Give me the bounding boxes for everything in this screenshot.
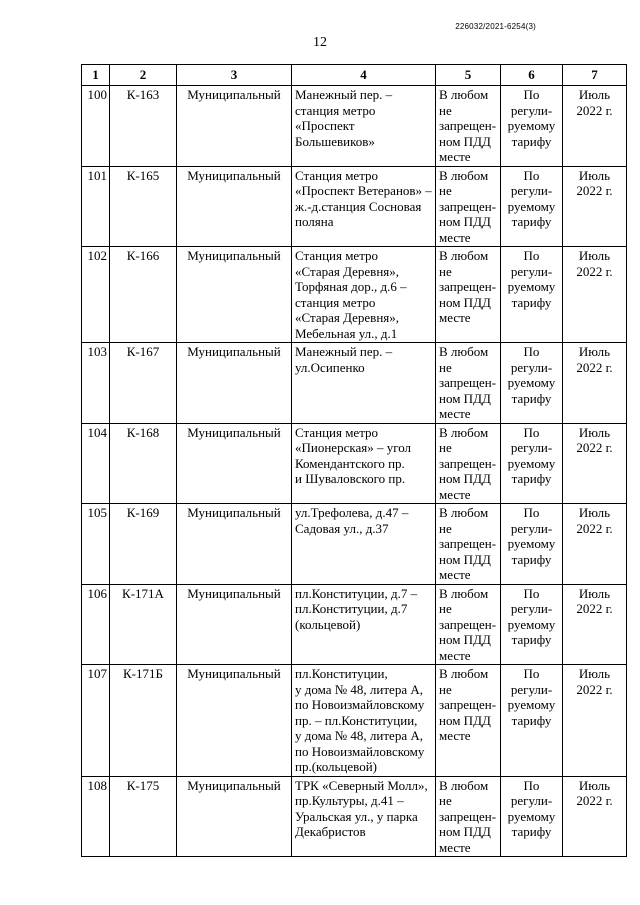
route-path-cell [292, 343, 436, 424]
start-date-line: Июль [578, 87, 611, 102]
route-path-line: Комендантского пр. [295, 455, 405, 471]
start-date-line: 2022 г. [576, 359, 613, 375]
start-date-line: Июль [578, 248, 611, 263]
start-date-line: 2022 г. [576, 520, 613, 536]
tariff-cell [501, 343, 563, 424]
tariff-line: регули- [510, 601, 553, 616]
route-type-cell: Муниципальный [177, 86, 292, 167]
stop-rule-line: В любом [439, 248, 489, 263]
column-header-4: 4 [292, 65, 436, 86]
stop-rule-line: не [439, 520, 452, 536]
route-type-cell: Муниципальный [177, 247, 292, 343]
stop-rule-cell [436, 166, 501, 247]
stop-rule-line: В любом [439, 666, 489, 681]
stop-rule-line: месте [439, 406, 471, 421]
start-date-cell [563, 504, 627, 585]
table-row [82, 776, 627, 857]
route-code-cell: К-166 [110, 247, 177, 343]
route-path-line: у дома № 48, литера А, [295, 728, 423, 743]
tariff-line: руемому [507, 118, 556, 133]
stop-rule-line: месте [439, 310, 471, 325]
tariff-line: тарифу [511, 824, 552, 839]
stop-rule-line: месте [439, 839, 471, 855]
stop-rule-line: месте [439, 486, 471, 502]
header-row [82, 65, 627, 86]
route-type-cell: Муниципальный [177, 343, 292, 424]
stop-rule-line: В любом [439, 167, 489, 183]
stop-rule-line: не [439, 440, 452, 455]
route-path-cell [292, 166, 436, 247]
route-path-line: «Проспект Ветеранов» – [295, 183, 432, 198]
route-path-cell [292, 423, 436, 504]
tariff-line: регули- [510, 102, 553, 118]
tariff-line: тарифу [511, 214, 552, 229]
route-path-line: ул.Осипенко [295, 359, 365, 375]
tariff-line: тарифу [511, 390, 552, 406]
route-type-cell: Муниципальный [177, 584, 292, 665]
route-path-line: «Старая Деревня», [295, 310, 399, 325]
row-number-cell: 102 [82, 247, 110, 343]
stop-rule-cell [436, 247, 501, 343]
route-path-cell [292, 86, 436, 167]
tariff-line: регули- [510, 520, 553, 536]
table-row [82, 86, 627, 167]
tariff-cell [501, 776, 563, 857]
route-code-cell: К-169 [110, 504, 177, 585]
stop-rule-line: не [439, 359, 452, 375]
start-date-line: Июль [578, 167, 611, 183]
route-path-line: Уральская ул., у парка [295, 808, 418, 824]
tariff-line: руемому [507, 198, 556, 214]
route-path-line: у дома № 48, литера А, [295, 681, 423, 697]
route-path-cell [292, 665, 436, 777]
tariff-line: руемому [507, 279, 556, 294]
document-id: 226032/2021-6254(3) [455, 22, 536, 31]
tariff-line: По [523, 585, 540, 601]
stop-rule-line: ном ПДД [439, 824, 491, 839]
route-code-cell: К-168 [110, 423, 177, 504]
tariff-line: регули- [510, 183, 553, 198]
tariff-cell [501, 86, 563, 167]
route-path-line: пл.Конституции, д.7 – [295, 585, 418, 601]
tariff-line: тарифу [511, 712, 552, 728]
table-row [82, 343, 627, 424]
start-date-line: Июль [578, 585, 611, 601]
route-path-line: Станция метро [295, 167, 379, 183]
column-header-7: 7 [563, 65, 627, 86]
start-date-line: 2022 г. [576, 601, 613, 616]
route-code-cell: К-163 [110, 86, 177, 167]
table-row [82, 665, 627, 777]
tariff-line: регули- [510, 793, 553, 808]
route-path-line: (кольцевой) [295, 616, 361, 632]
stop-rule-line: запрещен- [439, 808, 497, 824]
route-path-line: Торфяная дор., д.6 – [295, 279, 407, 294]
start-date-line: Июль [578, 777, 611, 793]
start-date-line: 2022 г. [576, 183, 613, 198]
stop-rule-line: ном ПДД [439, 471, 491, 486]
row-number-cell: 107 [82, 665, 110, 777]
stop-rule-line: ном ПДД [439, 294, 491, 310]
tariff-line: руемому [507, 697, 556, 712]
start-date-line: 2022 г. [576, 681, 613, 697]
tariff-line: тарифу [511, 632, 552, 647]
route-path-line: станция метро [295, 294, 376, 310]
start-date-cell [563, 423, 627, 504]
row-number-cell: 101 [82, 166, 110, 247]
stop-rule-line: ном ПДД [439, 390, 491, 406]
tariff-line: тарифу [511, 471, 552, 486]
stop-rule-cell [436, 86, 501, 167]
tariff-line: регули- [510, 440, 553, 455]
stop-rule-cell [436, 584, 501, 665]
table-row [82, 166, 627, 247]
tariff-line: руемому [507, 536, 556, 551]
tariff-line: По [523, 777, 540, 793]
tariff-line: руемому [507, 616, 556, 632]
tariff-line: руемому [507, 375, 556, 390]
route-code-cell: К-171Б [110, 665, 177, 777]
route-path-line: Станция метро [295, 424, 379, 440]
start-date-line: Июль [578, 505, 611, 520]
stop-rule-line: запрещен- [439, 616, 497, 632]
route-path-line: Большевиков» [295, 133, 375, 149]
tariff-cell [501, 584, 563, 665]
route-path-cell [292, 504, 436, 585]
start-date-cell [563, 665, 627, 777]
route-path-cell [292, 776, 436, 857]
route-path-line: «Пионерская» – угол [295, 440, 412, 455]
start-date-cell [563, 247, 627, 343]
tariff-line: По [523, 424, 540, 440]
stop-rule-line: не [439, 183, 452, 198]
route-path-line: и Шуваловского пр. [295, 471, 406, 486]
stop-rule-line: ном ПДД [439, 551, 491, 567]
route-path-line: пл.Конституции, [295, 666, 388, 681]
start-date-line: Июль [578, 344, 611, 359]
tariff-cell [501, 166, 563, 247]
start-date-line: 2022 г. [576, 263, 613, 279]
stop-rule-cell [436, 343, 501, 424]
tariff-line: По [523, 505, 540, 520]
route-path-line: пр.(кольцевой) [295, 759, 377, 774]
stop-rule-line: запрещен- [439, 279, 497, 294]
route-code-cell: К-167 [110, 343, 177, 424]
stop-rule-line: ном ПДД [439, 133, 491, 149]
tariff-cell [501, 247, 563, 343]
stop-rule-line: месте [439, 567, 471, 582]
table-row [82, 584, 627, 665]
stop-rule-line: месте [439, 647, 471, 663]
tariff-line: регули- [510, 359, 553, 375]
route-path-line: «Проспект [295, 118, 355, 133]
tariff-line: регули- [510, 263, 553, 279]
route-path-line: по Новоизмайловскому [295, 743, 425, 759]
tariff-line: тарифу [511, 294, 552, 310]
stop-rule-line: В любом [439, 344, 489, 359]
stop-rule-line: запрещен- [439, 455, 497, 471]
start-date-line: Июль [578, 666, 611, 681]
stop-rule-line: не [439, 263, 452, 279]
route-code-cell: К-175 [110, 776, 177, 857]
route-path-line: Манежный пер. – [295, 87, 393, 102]
route-path-line: поляна [295, 214, 334, 229]
start-date-line: 2022 г. [576, 102, 613, 118]
route-path-line: пл.Конституции, д.7 [295, 601, 408, 616]
route-path-line: Мебельная ул., д.1 [295, 325, 398, 341]
tariff-cell [501, 665, 563, 777]
route-type-cell: Муниципальный [177, 504, 292, 585]
route-code-cell: К-165 [110, 166, 177, 247]
tariff-line: тарифу [511, 133, 552, 149]
routes-table [81, 64, 627, 857]
table-row [82, 504, 627, 585]
route-path-line: Манежный пер. – [295, 344, 393, 359]
stop-rule-line: В любом [439, 585, 489, 601]
stop-rule-line: не [439, 601, 452, 616]
table-row [82, 247, 627, 343]
stop-rule-line: В любом [439, 87, 489, 102]
route-path-line: пр. – пл.Конституции, [295, 712, 418, 728]
tariff-line: руемому [507, 455, 556, 471]
tariff-line: регули- [510, 681, 553, 697]
route-path-line: Декабристов [295, 824, 366, 839]
start-date-cell [563, 343, 627, 424]
route-path-line: Станция метро [295, 248, 379, 263]
route-type-cell: Муниципальный [177, 665, 292, 777]
route-path-line: по Новоизмайловскому [295, 697, 425, 712]
start-date-cell [563, 584, 627, 665]
start-date-line: 2022 г. [576, 793, 613, 808]
column-header-5: 5 [436, 65, 501, 86]
stop-rule-line: месте [439, 728, 471, 743]
route-path-cell [292, 584, 436, 665]
stop-rule-line: месте [439, 149, 471, 164]
stop-rule-line: запрещен- [439, 198, 497, 214]
stop-rule-cell [436, 776, 501, 857]
tariff-cell [501, 423, 563, 504]
column-header-2: 2 [110, 65, 177, 86]
tariff-line: По [523, 248, 540, 263]
tariff-line: По [523, 167, 540, 183]
row-number-cell: 104 [82, 423, 110, 504]
tariff-cell [501, 504, 563, 585]
stop-rule-cell [436, 423, 501, 504]
route-type-cell: Муниципальный [177, 776, 292, 857]
tariff-line: По [523, 344, 540, 359]
table-row [82, 423, 627, 504]
stop-rule-line: В любом [439, 777, 489, 793]
tariff-line: руемому [507, 808, 556, 824]
stop-rule-line: не [439, 793, 452, 808]
column-header-1: 1 [82, 65, 110, 86]
stop-rule-line: месте [439, 229, 471, 245]
route-type-cell: Муниципальный [177, 166, 292, 247]
page-number: 12 [313, 35, 327, 50]
route-path-cell [292, 247, 436, 343]
row-number-cell: 108 [82, 776, 110, 857]
stop-rule-cell [436, 504, 501, 585]
stop-rule-line: В любом [439, 424, 489, 440]
stop-rule-line: запрещен- [439, 536, 497, 551]
tariff-line: тарифу [511, 551, 552, 567]
column-header-3: 3 [177, 65, 292, 86]
stop-rule-line: запрещен- [439, 118, 497, 133]
stop-rule-line: ном ПДД [439, 214, 491, 229]
stop-rule-line: ном ПДД [439, 632, 491, 647]
stop-rule-line: не [439, 102, 452, 118]
route-path-line: ТРК «Северный Молл», [295, 777, 428, 793]
stop-rule-line: не [439, 681, 452, 697]
tariff-line: По [523, 666, 540, 681]
route-type-cell: Муниципальный [177, 423, 292, 504]
stop-rule-line: ном ПДД [439, 712, 491, 728]
stop-rule-line: В любом [439, 505, 489, 520]
route-path-line: станция метро [295, 102, 376, 118]
route-path-line: пр.Культуры, д.41 – [295, 793, 404, 808]
row-number-cell: 103 [82, 343, 110, 424]
row-number-cell: 106 [82, 584, 110, 665]
start-date-cell [563, 776, 627, 857]
route-path-line: «Старая Деревня», [295, 263, 399, 279]
start-date-line: 2022 г. [576, 440, 613, 455]
route-path-line: ул.Трефолева, д.47 – [295, 505, 409, 520]
route-path-line: ж.-д.станция Сосновая [295, 198, 422, 214]
stop-rule-line: запрещен- [439, 375, 497, 390]
stop-rule-line: запрещен- [439, 697, 497, 712]
row-number-cell: 100 [82, 86, 110, 167]
start-date-cell [563, 166, 627, 247]
route-path-line: Садовая ул., д.37 [295, 520, 389, 536]
route-code-cell: К-171А [110, 584, 177, 665]
row-number-cell: 105 [82, 504, 110, 585]
tariff-line: По [523, 87, 540, 102]
stop-rule-cell [436, 665, 501, 777]
column-header-6: 6 [501, 65, 563, 86]
start-date-cell [563, 86, 627, 167]
start-date-line: Июль [578, 424, 611, 440]
